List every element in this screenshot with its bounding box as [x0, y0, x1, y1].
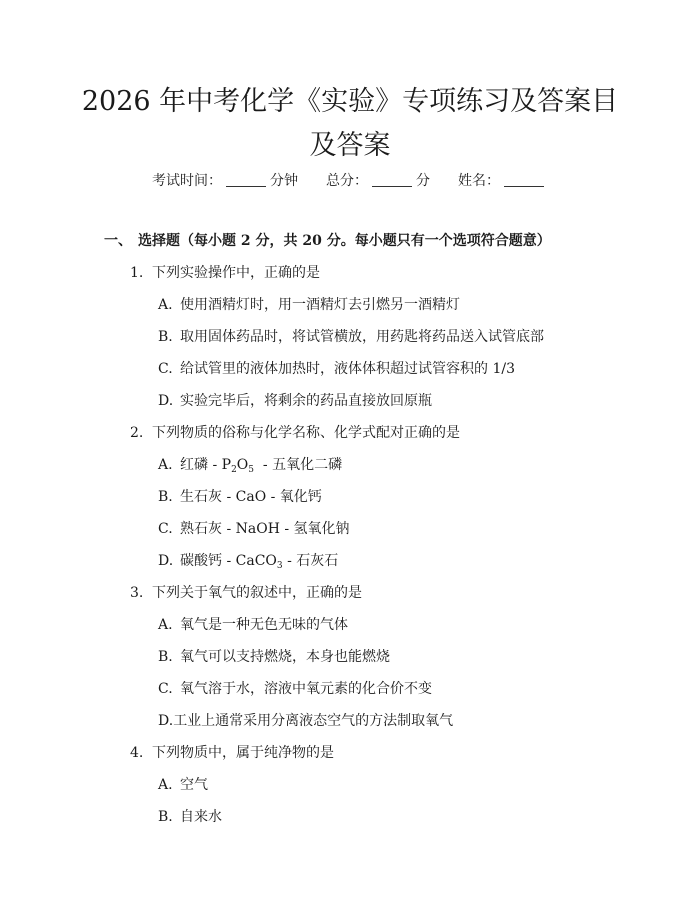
section-number: 一、 — [104, 233, 132, 249]
section-title: 选择题（每小题 2 分，共 20 分。每小题只有一个选项符合题意） — [138, 233, 551, 249]
question-number: 3. — [130, 585, 144, 601]
name-label: 姓名： — [458, 173, 500, 189]
subscript: 2 — [231, 465, 237, 475]
option-text: 取用固体药品时，将试管横放，用药匙将药品送入试管底部 — [180, 329, 544, 345]
option-text-pre: 红磷 - P — [180, 457, 232, 473]
option-2c — [158, 518, 350, 538]
question-stem: 下列实验操作中，正确的是 — [152, 265, 320, 281]
option-1b — [158, 326, 544, 346]
option-1c — [158, 358, 515, 378]
name-blank[interactable] — [504, 186, 544, 187]
subscript: 5 — [248, 465, 255, 475]
option-text: 生石灰 - CaO - 氧化钙 — [180, 489, 322, 505]
score-unit: 分 — [416, 173, 430, 189]
question-number: 4. — [130, 745, 144, 761]
option-text: 工业上通常采用分离液态空气的方法制取氧气 — [173, 713, 454, 729]
option-letter: D. — [158, 553, 174, 569]
option-3d — [158, 710, 453, 730]
option-letter: C. — [158, 361, 173, 377]
question-4 — [130, 742, 334, 762]
option-letter: A. — [158, 777, 173, 793]
option-text: 氧气可以支持燃烧，本身也能燃烧 — [180, 649, 390, 665]
option-text: 给试管里的液体加热时，液体体积超过试管容积的 1/3 — [180, 361, 515, 377]
title-line-2: 及答案 — [309, 130, 391, 161]
exam-meta — [0, 170, 700, 190]
option-text: 空气 — [180, 777, 208, 793]
option-letter: C. — [158, 521, 173, 537]
subscript: 3 — [276, 561, 283, 571]
question-number: 1. — [130, 265, 144, 281]
option-text: 实验完毕后，将剩余的药品直接放回原瓶 — [180, 393, 432, 409]
question-2 — [130, 422, 460, 442]
option-letter: B. — [158, 329, 173, 345]
option-text-post: - 五氧化二磷 — [254, 457, 343, 473]
option-letter: B. — [158, 809, 173, 825]
option-letter: A. — [158, 617, 173, 633]
question-stem: 下列物质的俗称与化学名称、化学式配对正确的是 — [152, 425, 460, 441]
question-3 — [130, 582, 362, 602]
option-3c — [158, 678, 432, 698]
score-blank[interactable] — [372, 186, 412, 187]
option-text: 熟石灰 - NaOH - 氢氧化钠 — [180, 521, 350, 537]
option-letter: A. — [158, 457, 173, 473]
option-letter: A. — [158, 297, 173, 313]
option-text: 自来水 — [180, 809, 222, 825]
option-1a — [158, 294, 460, 314]
score-label: 总分： — [326, 173, 368, 189]
time-label: 考试时间： — [152, 173, 222, 189]
option-1d — [158, 390, 432, 410]
option-text-post: - 石灰石 — [282, 553, 339, 569]
option-2a — [158, 454, 342, 475]
option-3b — [158, 646, 390, 666]
option-2b — [158, 486, 322, 506]
option-2d — [158, 550, 338, 571]
question-number: 2. — [130, 425, 144, 441]
question-stem: 下列关于氧气的叙述中，正确的是 — [152, 585, 362, 601]
option-letter: D. — [158, 393, 174, 409]
option-4b — [158, 806, 222, 826]
option-letter: C. — [158, 681, 173, 697]
time-unit: 分钟 — [270, 173, 298, 189]
option-text-mid: O — [236, 457, 249, 473]
option-letter: B. — [158, 649, 173, 665]
time-blank[interactable] — [226, 186, 266, 187]
section-heading — [104, 230, 551, 250]
option-text: 氧气是一种无色无味的气体 — [180, 617, 348, 633]
title-line-1: 2026 年中考化学《实验》专项练习及答案目 — [81, 86, 619, 117]
option-text-pre: 碳酸钙 - CaCO — [180, 553, 277, 569]
option-text: 氧气溶于水，溶液中氧元素的化合价不变 — [180, 681, 432, 697]
option-letter: D. — [158, 713, 174, 729]
option-4a — [158, 774, 208, 794]
option-3a — [158, 614, 348, 634]
question-stem: 下列物质中，属于纯净物的是 — [152, 745, 334, 761]
question-1 — [130, 262, 320, 282]
document-title — [40, 80, 660, 168]
option-text: 使用酒精灯时，用一酒精灯去引燃另一酒精灯 — [180, 297, 460, 313]
option-letter: B. — [158, 489, 173, 505]
